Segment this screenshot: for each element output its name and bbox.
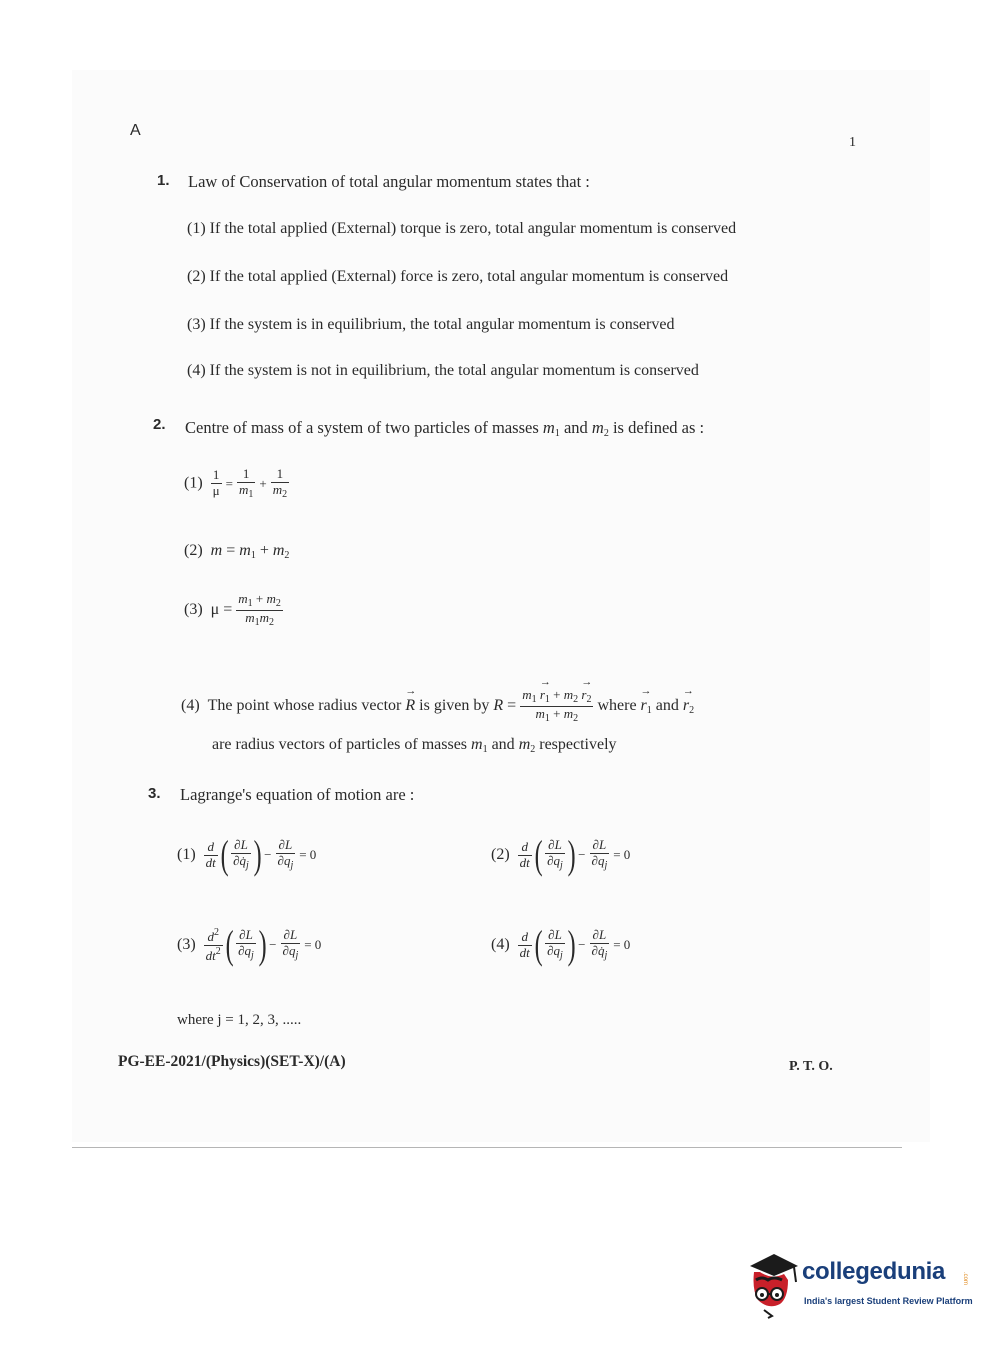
logo-tagline: India's largest Student Review Platform (804, 1296, 973, 1306)
pto-label: P. T. O. (789, 1059, 833, 1074)
exam-code: PG-EE-2021/(Physics)(SET-X)/(A) (118, 1053, 346, 1070)
q2-option-3: (3) μ = $\frac{m_1 + m_2}{m_1m_2}$ (184, 591, 281, 628)
question-2-number: 2. (153, 416, 166, 433)
question-3-text: Lagrange's equation of motion are : (180, 785, 415, 804)
q3-where-note: where j = 1, 2, 3, ..... (177, 1012, 302, 1028)
question-3-number: 3. (148, 785, 161, 802)
q1-option-2: (2) If the total applied (External) force is zero, total angular momentum is conserved (187, 268, 729, 285)
q1-option-3: (3) If the system is in equilibrium, the total angular momentum is conserved (187, 316, 675, 333)
page-bottom-rule (72, 1147, 902, 1148)
logo-name: collegedunia (802, 1258, 946, 1285)
q3-option-3: (3) $\frac{d^2}{dt^2}$ ( $\frac{\partial L}{\partial q_j}$ ) − $\frac{\partial L}{\partial q_j}$ = 0 (177, 922, 322, 967)
q3-option-2: (2) $\frac{d}{dt}$ ( $\frac{\partial L}{\partial q_j}$ ) − $\frac{\partial L}{\partial q_j}$ = 0 (491, 832, 631, 877)
logo-suffix: .com (962, 1272, 968, 1286)
question-1-text: Law of Conservation of total angular momentum states that : (188, 172, 590, 191)
q3-option-1: (1) $\frac{d}{dt}$ ( $\frac{\partial L}{\partial q̇_j}$ ) − $\frac{\partial L}{\partial q_j}$ = 0 (177, 832, 317, 877)
collegedunia-logo (744, 1250, 984, 1320)
q2-option-2: (2) $m = m_1 + m_2$ (184, 542, 290, 561)
q1-option-4: (4) If the system is not in equilibrium, the total angular momentum is conserved (187, 362, 699, 379)
q3-option-4: (4) $\frac{d}{dt}$ ( $\frac{\partial L}{\partial q_j}$ ) − $\frac{\partial L}{\partial q̇_j}$ = 0 (491, 922, 631, 967)
q2-option-1: (1) $\frac{1}{\mu}$ = $\frac{1}{m_1}$ + $\frac{1}{m_2}$ (184, 466, 288, 500)
mascot-icon (744, 1250, 802, 1320)
q2-option-4-line1: (4) The point whose radius vector → R is given by R = $\frac{m_1 \to r_1 + m_2 \to r_2}{m_1 + m_2}$ where → $r_1$ and → $r_2$ (181, 688, 694, 724)
question-1-number: 1. (157, 172, 170, 189)
question-2-text: Centre of mass of a system of two particles of masses $m_1$ and $m_2$ is defined as : (185, 418, 705, 439)
q1-option-1: (1) If the total applied (External) torque is zero, total angular momentum is conserved (187, 220, 737, 237)
q2-option-4-line2: are radius vectors of particles of masses $m_1$ and $m_2$ respectively (212, 736, 617, 755)
set-letter: A (130, 122, 141, 139)
page-number: 1 (849, 135, 856, 150)
